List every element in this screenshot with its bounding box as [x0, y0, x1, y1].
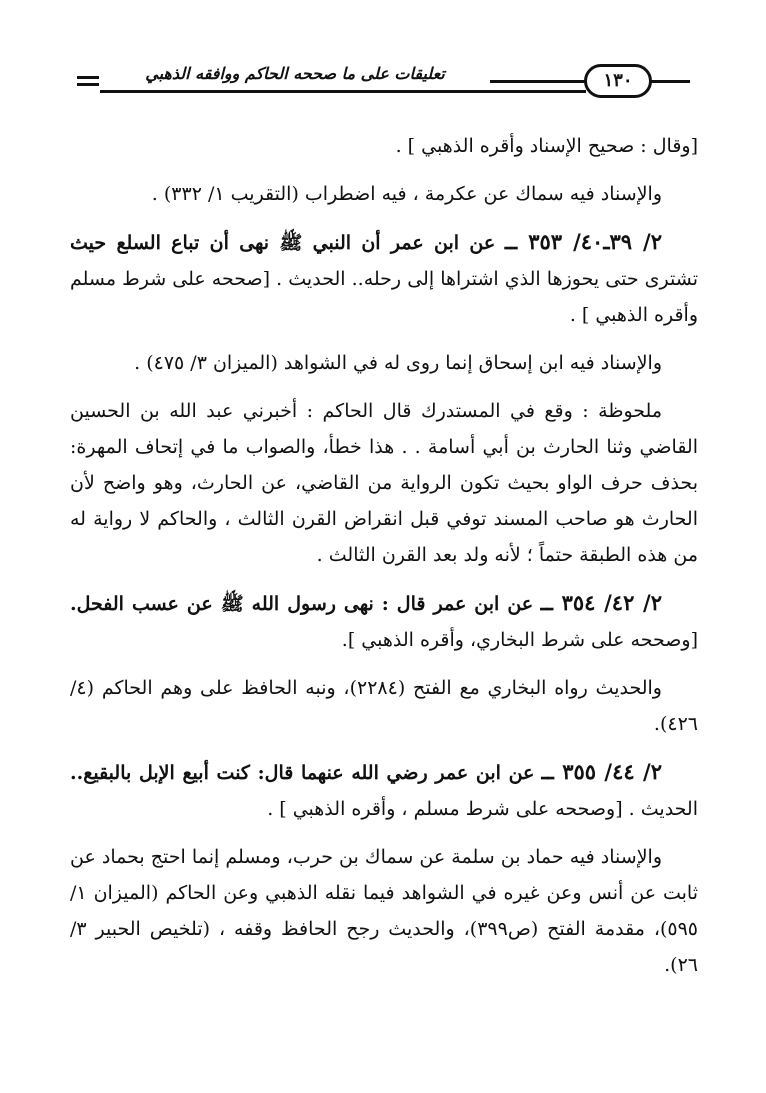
page-number: ١٣٠ [584, 64, 652, 98]
hadith-rest: [وصححه على شرط البخاري، وأقره الذهبي ]. [341, 629, 698, 651]
header-rule-right [650, 80, 690, 83]
hadith-rest: تشترى حتى يحوزها الذي اشتراها إلى رحله.. الحديث . [صححه على شرط مسلم وأقره الذهبي ] . [70, 268, 698, 326]
note-paragraph: ملحوظة : وقع في المستدرك قال الحاكم : أخبرني عبد الله بن الحسين القاضي وثنا الحارث بن أبي أسامة . . هذا خطأ، والصواب ما في إتحاف المهرة: بحذف حرف الواو بحيث تكون الرواية من القاضي، عن الحارث، وهو واضح لأن الحارث هو صاحب المسند توفي قبل انقراض القرن الثالث ، والحاكم لا رواية له من هذه الطبقة حتماً ؛ لأنه ولد بعد القرن الثالث . [70, 400, 698, 566]
hadith-rest: الحديث . [وصححه على شرط مسلم ، وأقره الذهبي ] . [267, 798, 698, 820]
paragraph-9: والإسناد فيه حماد بن سلمة عن سماك بن حرب، ومسلم إنما احتج بحماد عن ثابت عن أنس وعن غيره في الشواهد فيما نقله الذهبي وعن الحاكم (الميزان ١/ ٥٩٥)، مقدمة الفتح (ص٣٩٩)، والحديث رجح الحافظ وقفه ، (تلخيص الحبير ٣/ ٢٦). [70, 846, 698, 976]
hadith-number: ٢/ ٣٩ـ٤٠/ ٣٥٣ ــ [504, 229, 663, 254]
hadith-353 [70, 224, 698, 333]
paragraph-4: والإسناد فيه ابن إسحاق إنما روى له في الشواهد (الميزان ٣/ ٤٧٥) . [134, 352, 662, 374]
paragraph-7: والحديث رواه البخاري مع الفتح (٢٢٨٤)، ونبه الحافظ على وهم الحاكم (٤/ ٤٢٦). [70, 677, 698, 735]
hadith-number: ٢/ ٤٢/ ٣٥٤ ــ [540, 590, 663, 615]
paragraph-2: والإسناد فيه سماك عن عكرمة ، فيه اضطراب (التقريب ١/ ٣٣٢) . [151, 183, 662, 205]
hadith-355 [70, 754, 698, 827]
header-rule-left [490, 80, 586, 83]
header-rule-underline [100, 90, 586, 93]
header-ornament [77, 76, 99, 90]
hadith-text: عن ابن عمر أن النبي ﷺ نهى أن تباع السلع حيث [70, 232, 496, 254]
paragraph-1: [وقال : صحيح الإسناد وأقره الذهبي ] . [395, 135, 698, 157]
hadith-354 [70, 585, 698, 658]
hadith-number: ٢/ ٤٤/ ٣٥٥ ــ [541, 759, 662, 784]
hadith-text: عن ابن عمر رضي الله عنهما قال: كنت أبيع الإبل بالبقيع.. [70, 762, 535, 784]
running-title: تعليقات على ما صححه الحاكم ووافقه الذهبي [145, 64, 445, 83]
page-header [0, 0, 766, 120]
page-body [70, 128, 698, 995]
hadith-text: عن ابن عمر قال : نهى رسول الله ﷺ عن عسب الفحل. [70, 593, 534, 615]
